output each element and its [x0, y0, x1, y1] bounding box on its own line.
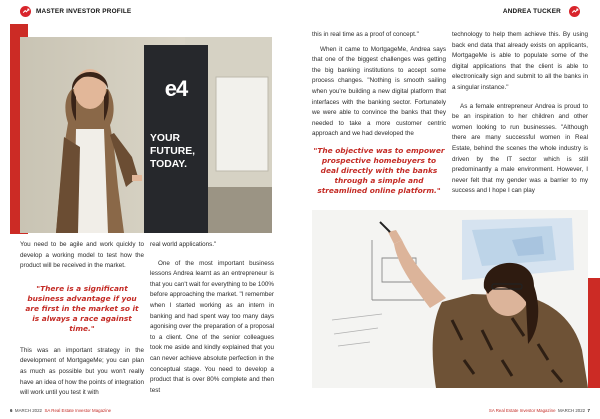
paragraph: When it came to MortgageMe, Andrea says that one of the biggest challenges was getting the big banking institutions to accept some process changes. "Nothing is smooth sailing when you're building a new digital platform that interfaces with the banking sector. Fortunately we were able to convince the banks that they needed to take a more customer centric approach and we had developed the	[312, 45, 446, 138]
issue-date: MARCH 2022	[558, 408, 586, 413]
profile-name: ANDREA TUCKER	[502, 7, 561, 15]
paragraph: This was an important strategy in the development of MortgageMe; you can plan as much as possible but you won't really have an idea of how the points of integration will work until you test it with	[20, 346, 144, 397]
banner-logo: e4	[164, 76, 188, 101]
paragraph: You need to be agile and work quickly to develop a working model to test how the product will be received in the market.	[20, 241, 144, 270]
page-number: 7	[587, 408, 590, 413]
right-page-header	[503, 4, 580, 18]
pull-quote: "There is a significant business advantage if you are first in the market so it is always a race against time."	[25, 283, 139, 333]
page-number: 6	[10, 408, 13, 413]
right-column-2	[452, 30, 588, 201]
magazine-name: SA Real Estate Investor Magazine	[488, 408, 556, 413]
paragraph: technology to help them achieve this. By using back end data that already exists on applicants, MortgageMe is able to populate some of the digital applications that the client is able to electronically sign and submit to all the banks in a singular instance."	[452, 31, 588, 91]
right-column-1	[312, 30, 446, 200]
paragraph: As a female entrepreneur Andrea is proud to be an inspiration to her children and other women looking to run businesses. "Although there are many successful women in Real Estate, behind the scenes the whole industry is driven by the IT sector which is still predominantly a male environment. However, I never felt that my gender was a barrier to my success and I hope I can play	[452, 102, 588, 195]
banner-slogan: YOUR FUTURE, TODAY.	[150, 133, 196, 170]
left-column-1	[20, 240, 144, 403]
right-footer	[489, 408, 590, 413]
andrea-whiteboard-photo	[312, 210, 588, 388]
magazine-name: SA Real Estate Investor Magazine	[44, 408, 112, 413]
sa-trend-arrow-icon	[20, 6, 31, 17]
paragraph: real world applications."	[150, 241, 217, 248]
paragraph: this in real time as a proof of concept."	[312, 31, 419, 38]
left-column-2	[150, 240, 274, 400]
pull-quote: "The objective was to empower prospective homebuyers to deal directly with the banks through a simple and streamlined online platform."	[313, 145, 445, 195]
company-banner	[144, 54, 208, 224]
left-footer	[10, 408, 111, 413]
right-page	[300, 0, 600, 419]
section-title: MASTER INVESTOR PROFILE	[36, 7, 132, 15]
paragraph: One of the most important business lessons Andrea learnt as an entrepreneur is that you can't wait for everything to be 100% before approaching the market. "I remember when I started working as an intern in banking and had spent way too many days agonising over the preparation of a proposal to a client. One of the senior colleagues took me aside and kindly explained that you can never achieve absolute perfection in the conceptual stage. You need to develop a product that is over 80% complete and then test	[150, 259, 274, 394]
issue-date: MARCH 2022	[14, 408, 42, 413]
sa-trend-arrow-icon	[569, 6, 580, 17]
left-page-header	[20, 4, 131, 18]
